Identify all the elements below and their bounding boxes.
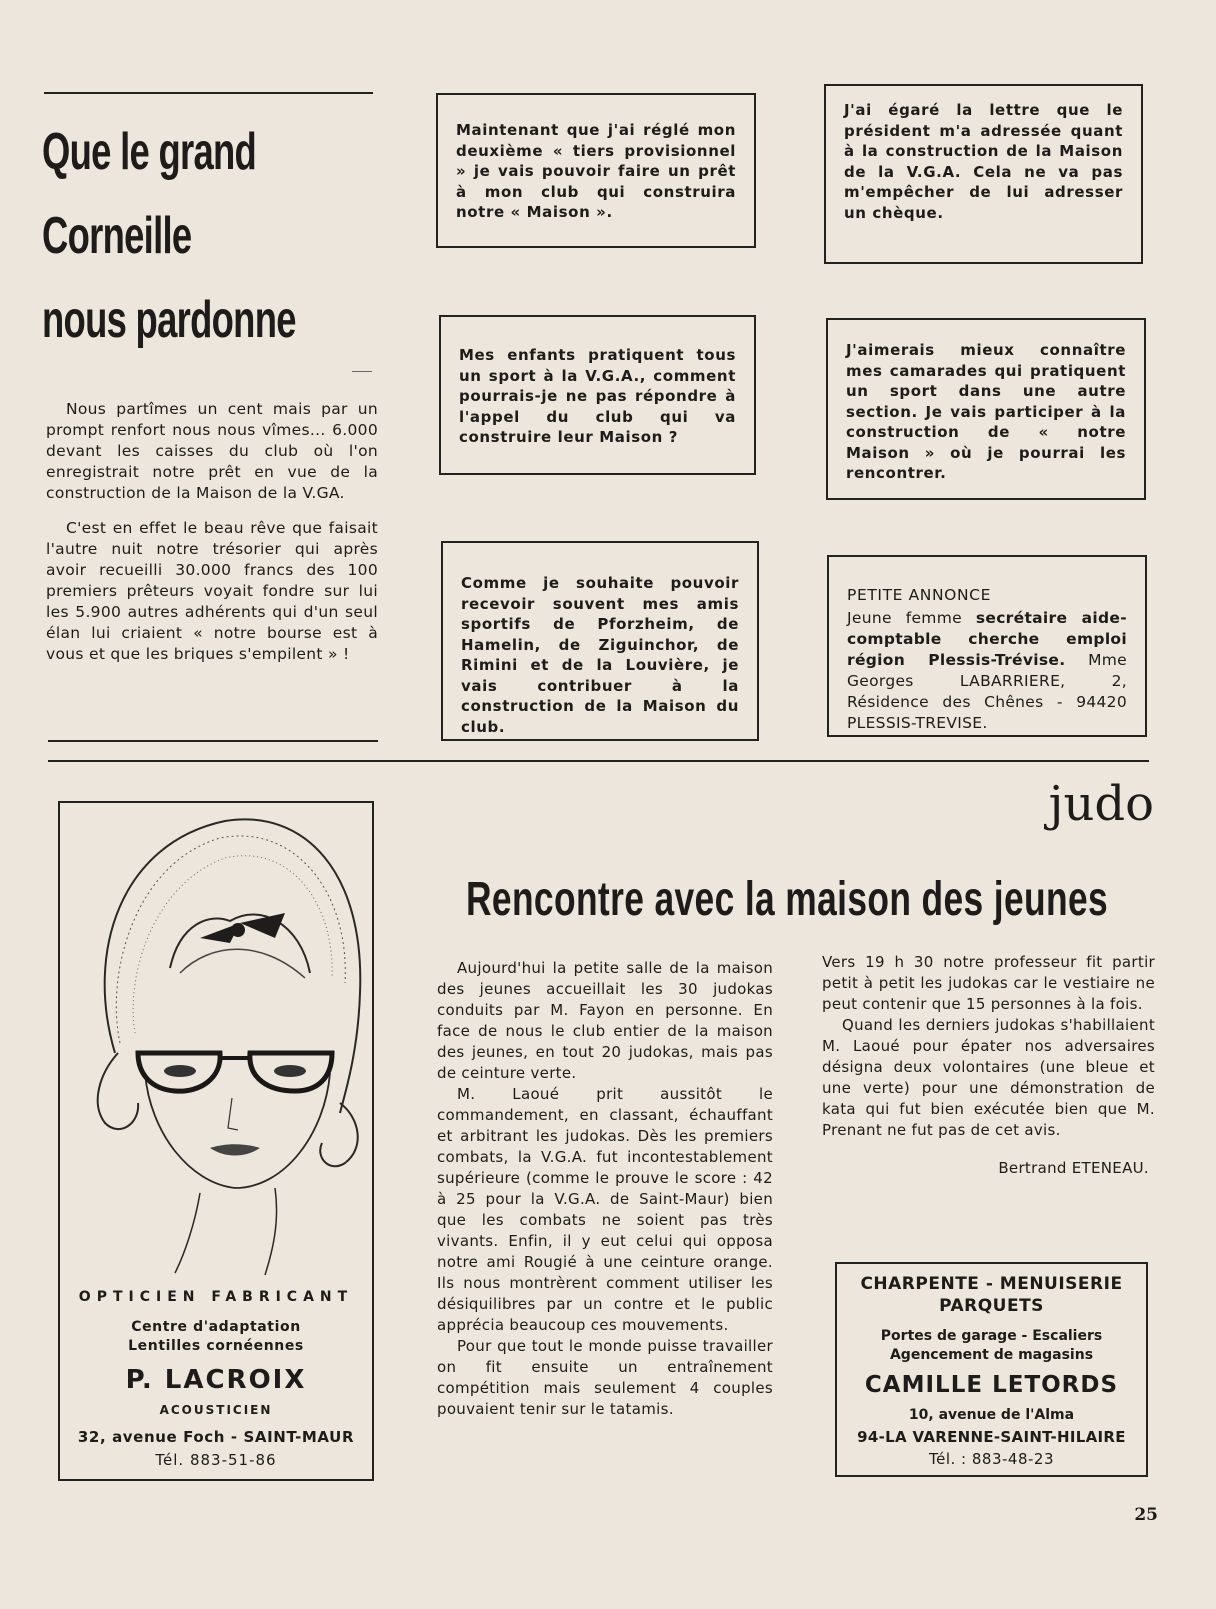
charpente-line-4: Agencement de magasins bbox=[889, 1347, 1094, 1363]
quote-text-4: J'aimerais mieux connaître mes camarades qui pratiquent un sport dans une autre section. Je vais participer à la construction de « notre Maison » où je pourrai les rencontrer. bbox=[846, 341, 1126, 482]
opticien-ad bbox=[58, 801, 374, 1481]
quote-box-2 bbox=[824, 84, 1143, 264]
quote-text-5: Comme je souhaite pouvoir recevoir souvent mes amis sportifs de Pforzheim, de Hamelin, de Ziguinchor, de Rimini et de la Louvière, je vais contribuer à la construction de la Maison du club. bbox=[461, 574, 739, 736]
headline bbox=[42, 110, 382, 370]
opticien-name: P. LACROIX bbox=[125, 1365, 307, 1395]
judo-article-title bbox=[466, 870, 1216, 940]
charpente-name: CAMILLE LETORDS bbox=[864, 1372, 1119, 1398]
page-number: 25 bbox=[1134, 1505, 1158, 1525]
quote-box-1 bbox=[436, 93, 756, 248]
charpente-address-1: 10, avenue de l'Alma bbox=[908, 1407, 1075, 1423]
quote-text-2: J'ai égaré la lettre que le président m'a adressée quant à la construction de la Maison de la V.G.A. Cela ne va pas m'empêcher de lui adresser un chèque. bbox=[844, 101, 1123, 222]
judo-title-text: Rencontre avec la maison des jeunes bbox=[466, 873, 1109, 926]
left-article-body bbox=[46, 399, 378, 665]
left-bottom-rule bbox=[48, 740, 378, 742]
petite-annonce-box bbox=[827, 555, 1147, 737]
woman-with-glasses-illustration bbox=[60, 803, 372, 1278]
charpente-phone: Tél. : 883-48-23 bbox=[929, 1450, 1054, 1468]
quote-text-1: Maintenant que j'ai réglé mon deuxième « tiers provisionnel » je vais pouvoir faire un prêt à mon club qui construira notre « Maison ». bbox=[456, 121, 736, 221]
headline-line-3: nous pardonne bbox=[42, 291, 296, 349]
section-label-judo: judo bbox=[1048, 776, 1154, 832]
charpente-line-1: CHARPENTE - MENUISERIE bbox=[860, 1274, 1123, 1294]
judo-paragraph-5: Quand les derniers judokas s'habillaient M. Laoué pour épater nos adversaires désigna deux volontaires (une bleue et une verte) pour une démonstration de kata qui fut bien exécutée bien que M. Prenant ne fut pas de cet avis. bbox=[822, 1016, 1155, 1139]
opticien-address: 32, avenue Foch - SAINT-MAUR bbox=[77, 1428, 355, 1446]
charpente-line-3: Portes de garage - Escaliers bbox=[880, 1328, 1103, 1344]
charpente-ad bbox=[835, 1262, 1148, 1477]
petite-annonce-contact: Mme Georges LABARRIERE, 2, Résidence des Chênes - 94420 PLESSIS-TREVISE. bbox=[847, 651, 1127, 732]
charpente-address-2: 94-LA VARENNE-SAINT-HILAIRE bbox=[857, 1428, 1126, 1446]
quote-box-3 bbox=[439, 315, 756, 475]
judo-signature: Bertrand ETENEAU. bbox=[998, 1159, 1149, 1177]
judo-paragraph-3: Pour que tout le monde puisse travailler on fit ensuite un entraînement compétition mais seulement 4 couples pouvaient tenir sur le tatamis. bbox=[437, 1337, 773, 1418]
judo-paragraph-1: Aujourd'hui la petite salle de la maison des jeunes accueillait les 30 judokas conduits par M. Fayon en personne. En face de nous le club entier de la maison des jeunes, en tout 20 judokas, mais pas de ceinture verte. bbox=[437, 959, 773, 1082]
judo-column-2 bbox=[822, 952, 1155, 1177]
quote-box-4 bbox=[826, 318, 1146, 500]
left-paragraph-2: C'est en effet le beau rêve que faisait l'autre nuit notre trésorier qui après avoir recueilli 30.000 francs des 100 premiers prêteurs voyait fondre sur lui les 5.900 autres adhérents qui d'un seul élan lui criaient « notre bourse est à vous et que les briques s'empilent » ! bbox=[46, 519, 378, 663]
opticien-title: ACOUSTICIEN bbox=[159, 1403, 273, 1417]
section-divider bbox=[48, 760, 1149, 762]
top-rule bbox=[44, 92, 373, 94]
opticien-line-1: Centre d'adaptation bbox=[131, 1319, 301, 1335]
opticien-line-2: Lentilles cornéennes bbox=[128, 1338, 304, 1354]
headline-dash bbox=[352, 371, 372, 372]
opticien-phone: Tél. 883-51-86 bbox=[155, 1451, 277, 1469]
headline-line-1: Que le grand bbox=[42, 123, 257, 181]
opticien-header: OPTICIEN FABRICANT bbox=[78, 1289, 354, 1305]
charpente-line-2: PARQUETS bbox=[939, 1296, 1044, 1316]
headline-line-2: Corneille bbox=[42, 207, 192, 265]
petite-annonce-heading: PETITE ANNONCE bbox=[847, 586, 991, 604]
judo-paragraph-2: M. Laoué prit aussitôt le commandement, en classant, échauffant et arbitrant les judokas. Dès les premiers combats, la V.G.A. fut incontestablement supérieure (comme le prouve le score : 42 à 25 pour la V.G.A. de Saint-Maur) bien que les combats ne soient pas très vivants. Enfin, il y eut celui qui opposa notre ami Rougié à une ceinture orange. Ils nous montrèrent comment utiliser les désiquilibres par un contre et le public apprécia beaucoup ces mouvements. bbox=[437, 1085, 773, 1334]
judo-column-1 bbox=[437, 958, 773, 1420]
quote-text-3: Mes enfants pratiquent tous un sport à la V.G.A., comment pourrais-je ne pas répondre à l'appel du club qui va construire leur Maison ? bbox=[459, 346, 736, 446]
quote-box-5 bbox=[441, 541, 759, 741]
petite-annonce-intro: Jeune femme bbox=[847, 609, 962, 627]
left-paragraph-1: Nous partîmes un cent mais par un prompt renfort nous nous vîmes... 6.000 devant les caisses du club où l'on enregistrait notre prêt en vue de la construction de la Maison de la V.GA. bbox=[46, 400, 378, 502]
judo-paragraph-4: Vers 19 h 30 notre professeur fit partir petit à petit les judokas car le vestiaire ne peut contenir que 15 personnes à la fois. bbox=[822, 953, 1155, 1013]
petite-annonce-offer: secrétaire aide-comptable cherche emploi région Plessis-Trévise. bbox=[847, 609, 1127, 669]
